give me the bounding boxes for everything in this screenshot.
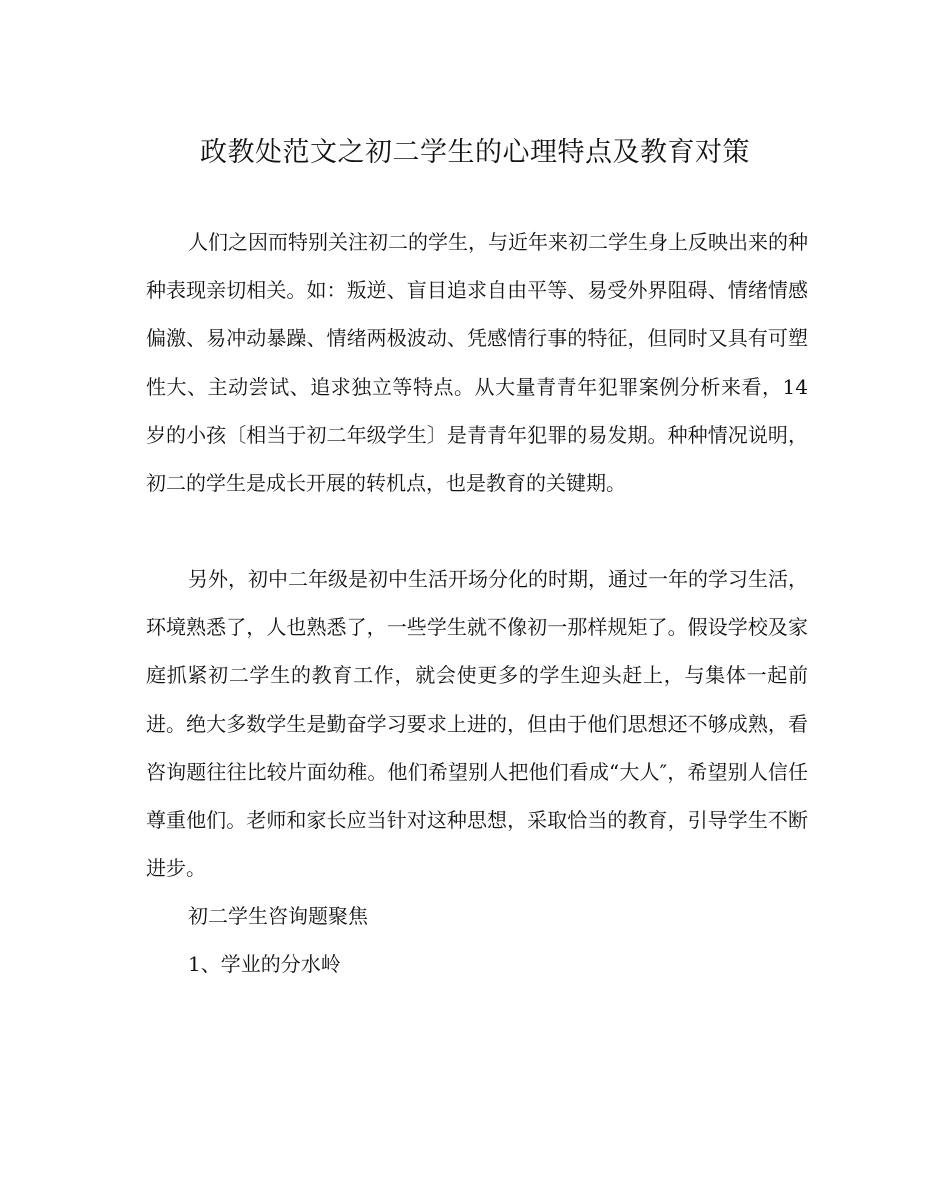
paragraph-intro: 人们之因而特别关注初二的学生，与近年来初二学生身上反映出来的种种表现亲切相关。如：叛逆、盲目追求自由平等、易受外界阻碍、情绪情感偏激、易冲动暴躁、情绪两极波动、凭感情行事的特征，但同时又具有可塑性大、主动尝试、追求独立等特点。从大量青青年犯罪案例分析来看，14岁的小孩〔相当于初二年级学生〕是青青年犯罪的易发期。种种情况说明，初二的学生是成长开展的转机点，也是教育的关键期。 <box>146 230 808 496</box>
subsection-heading: 1、学业的分水岭 <box>188 952 341 976</box>
section-heading: 初二学生咨询题聚焦 <box>188 904 368 928</box>
paragraph-grade-two: 另外，初中二年级是初中生活开场分化的时期，通过一年的学习生活，环境熟悉了，人也熟悉了，一些学生就不像初一那样规矩了。假设学校及家庭抓紧初二学生的教育工作，就会使更多的学生迎头赶上，与集体一起前进。绝大多数学生是勤奋学习要求上进的，但由于他们思想还不够成熟，看咨询题往往比较片面幼稚。他们希望别人把他们看成“大人″，希望别人信任尊重他们。老师和家长应当针对这种思想，采取恰当的教育，引导学生不断进步。 <box>146 567 808 881</box>
document-title: 政教处范文之初二学生的心理特点及教育对策 <box>200 137 750 168</box>
